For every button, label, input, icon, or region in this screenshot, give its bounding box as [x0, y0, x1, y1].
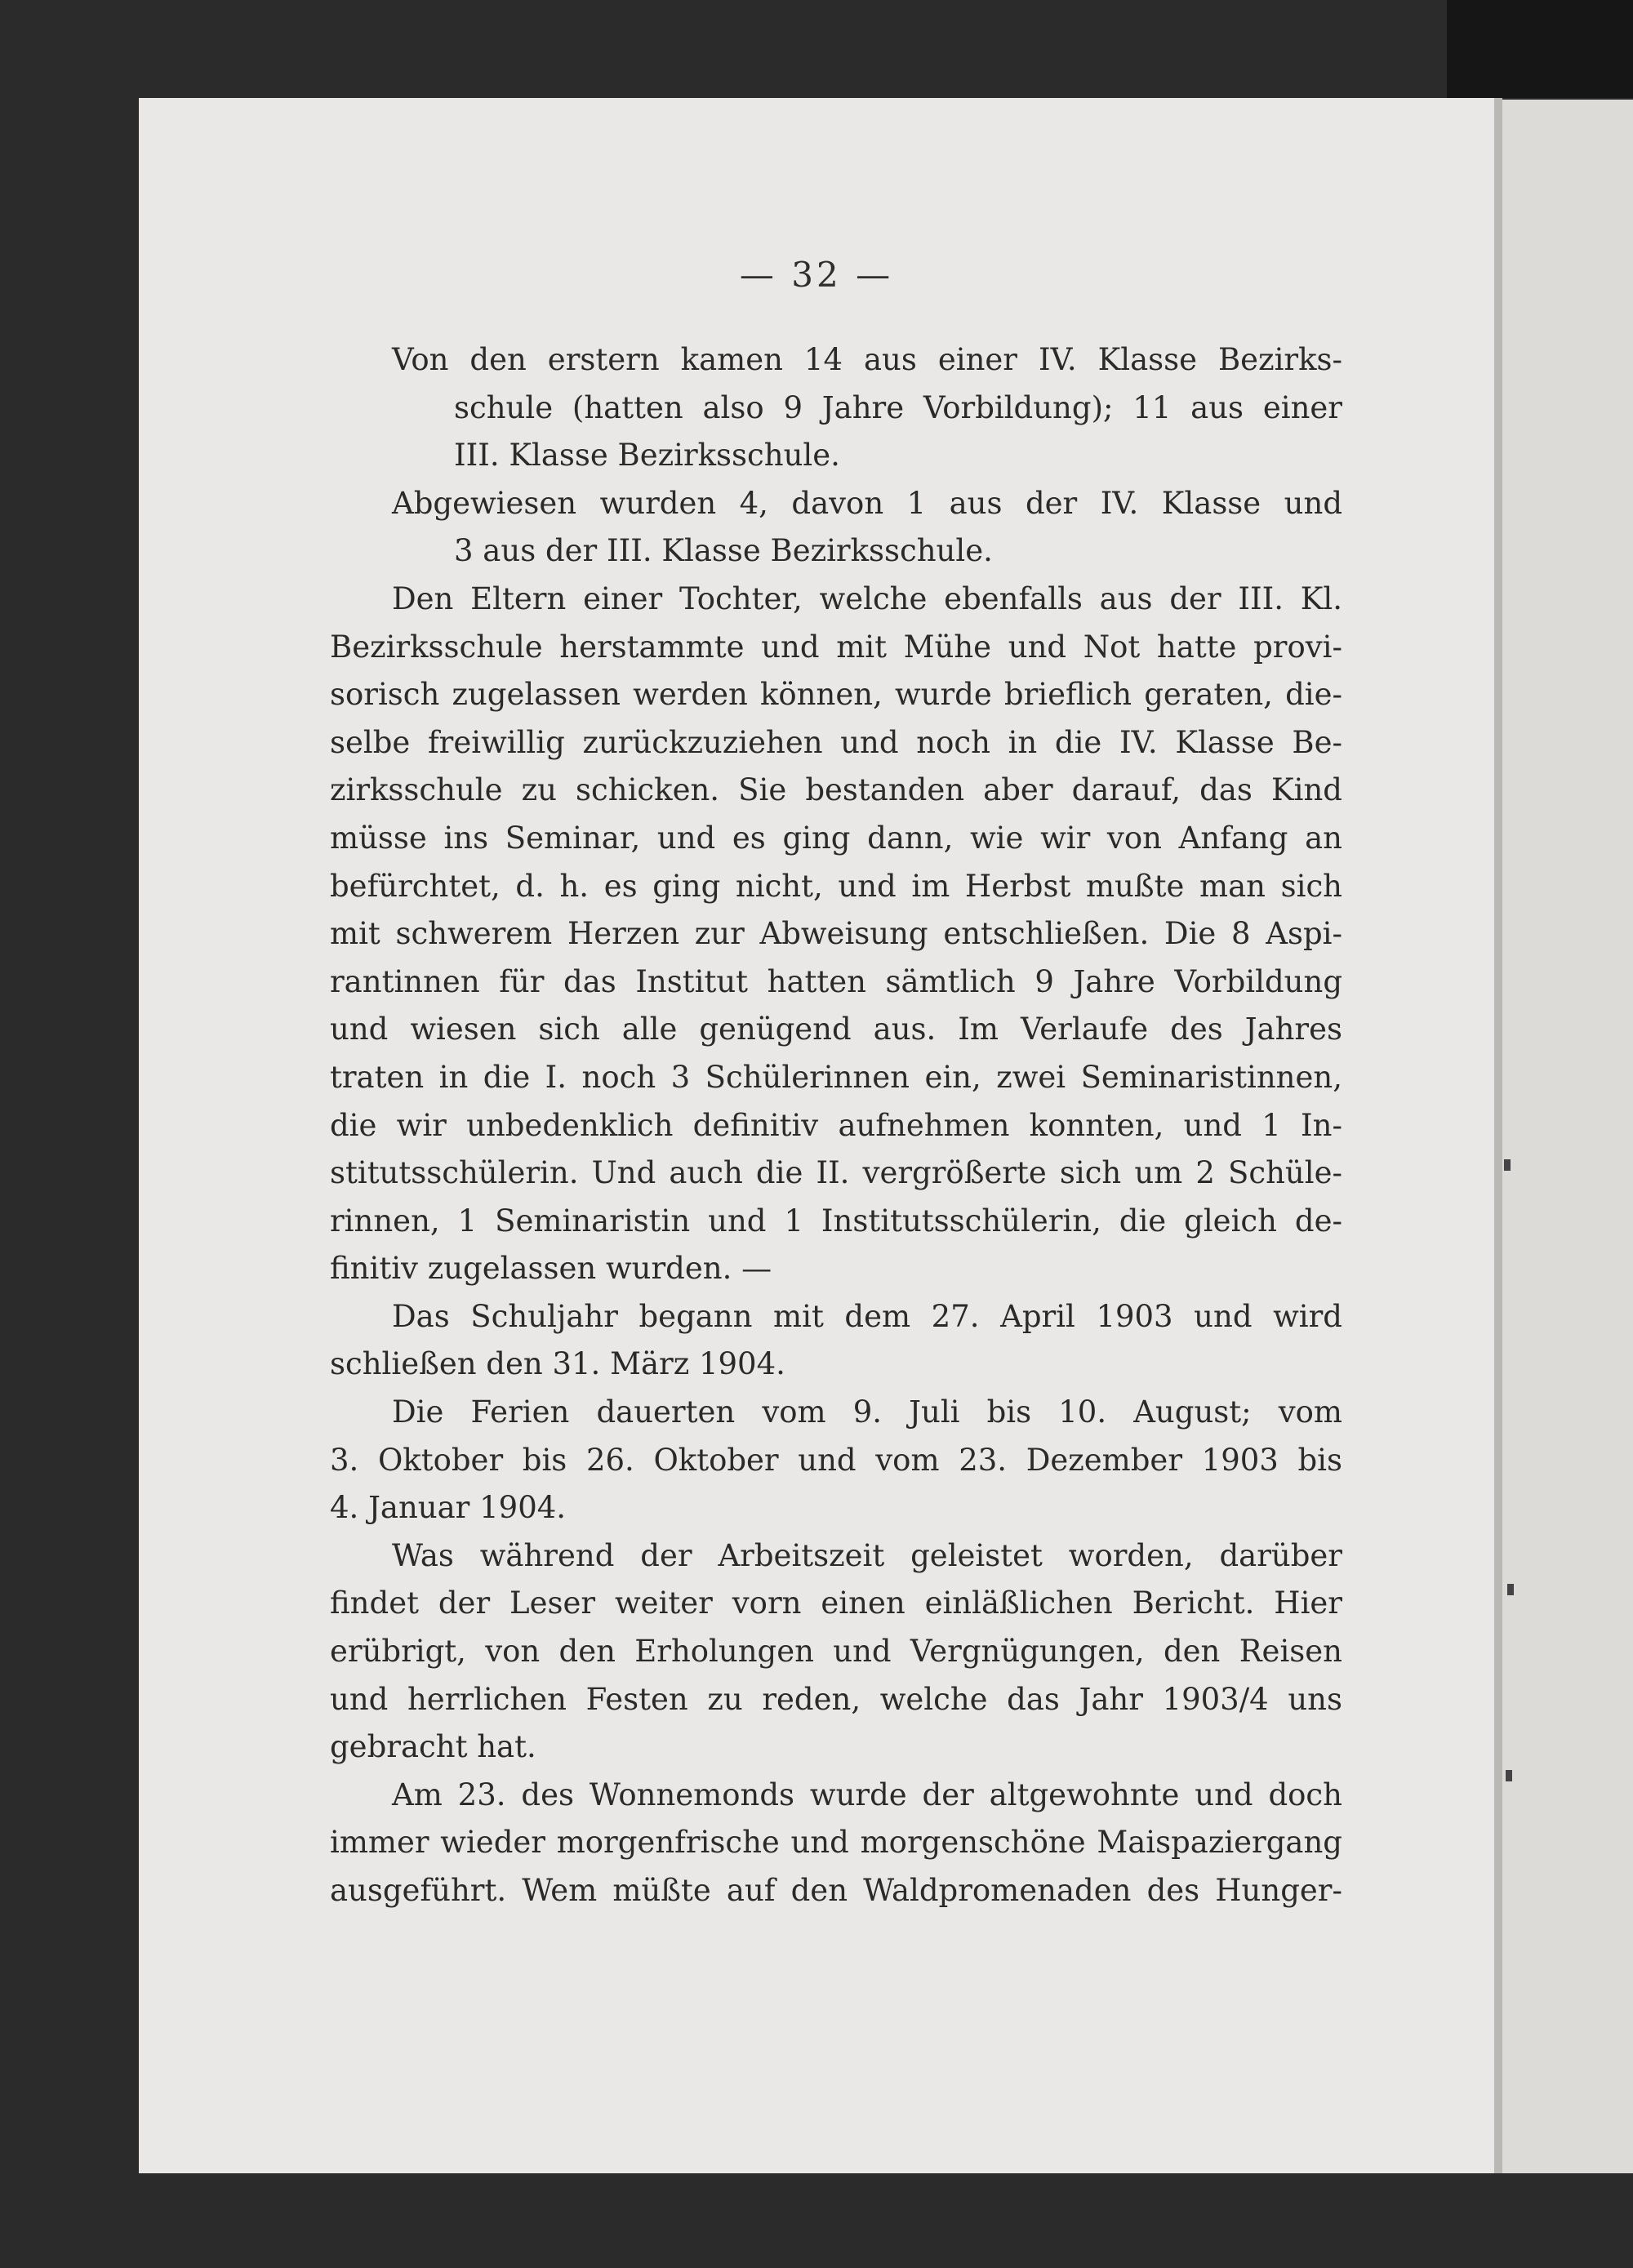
text-line: erübrigt, von den Erholungen und Vergnügungen, den Reisen [330, 1634, 1342, 1670]
text-line: zirksschule zu schicken. Sie bestanden aber darauf, das Kind [330, 772, 1342, 808]
body-text [330, 336, 1342, 1915]
text-line: mit schwerem Herzen zur Abweisung entschließen. Die 8 Aspi- [330, 916, 1342, 952]
text-line: Die Ferien dauerten vom 9. Juli bis 10. August; vom [392, 1394, 1342, 1430]
text-line: III. Klasse Bezirksschule. [454, 438, 840, 474]
margin-mark [1506, 1770, 1512, 1781]
text-line: Abgewiesen wurden 4, davon 1 aus der IV. Klasse und [392, 485, 1342, 521]
text-line: rantinnen für das Institut hatten sämtlich 9 Jahre Vorbildung [330, 963, 1342, 999]
text-line: Das Schuljahr begann mit dem 27. April 1903 und wird [392, 1298, 1342, 1334]
margin-mark [1507, 1584, 1514, 1595]
text-line: traten in die I. noch 3 Schülerinnen ein, zwei Seminaristinnen, [330, 1059, 1342, 1095]
text-line: müsse ins Seminar, und es ging dann, wie wir von Anfang an [330, 820, 1342, 856]
facing-page-edge [1501, 100, 1633, 2173]
text-line: gebracht hat. [330, 1729, 536, 1765]
text-line: rinnen, 1 Seminaristin und 1 Institutsschülerin, die gleich de- [330, 1203, 1342, 1239]
text-line: finitiv zugelassen wurden. — [330, 1251, 772, 1287]
text-line: findet der Leser weiter vorn einen einläßlichen Bericht. Hier [330, 1585, 1342, 1621]
page-number: — 32 — [739, 255, 894, 295]
text-line: die wir unbedenklich definitiv aufnehmen konnten, und 1 In- [330, 1107, 1342, 1143]
text-line: und herrlichen Festen zu reden, welche das Jahr 1903/4 uns [330, 1681, 1342, 1717]
text-line: Von den erstern kamen 14 aus einer IV. Klasse Bezirks- [392, 342, 1342, 377]
text-line: stitutsschülerin. Und auch die II. vergrößerte sich um 2 Schüle- [330, 1155, 1342, 1191]
text-line: schule (hatten also 9 Jahre Vorbildung); 11 aus einer [454, 389, 1342, 425]
scanner-shadow [1447, 0, 1633, 98]
text-line: Am 23. des Wonnemonds wurde der altgewohnte und doch [392, 1777, 1342, 1812]
text-line: ausgeführt. Wem müßte auf den Waldpromenaden des Hunger- [330, 1873, 1342, 1908]
text-line: 4. Januar 1904. [330, 1490, 567, 1526]
text-line: 3. Oktober bis 26. Oktober und vom 23. Dezember 1903 bis [330, 1442, 1342, 1478]
margin-mark [1504, 1159, 1511, 1171]
text-line: selbe freiwillig zurückzuziehen und noch in die IV. Klasse Be- [330, 724, 1342, 760]
text-line: Bezirksschule herstammte und mit Mühe und Not hatte provi- [330, 629, 1342, 665]
text-line: befürchtet, d. h. es ging nicht, und im Herbst mußte man sich [330, 868, 1342, 904]
text-line: Den Eltern einer Tochter, welche ebenfalls aus der III. Kl. [392, 580, 1342, 616]
text-line: immer wieder morgenfrische und morgenschöne Maispaziergang [330, 1825, 1342, 1861]
text-line: sorisch zugelassen werden können, wurde brieflich geraten, die- [330, 677, 1342, 713]
text-line: schließen den 31. März 1904. [330, 1346, 785, 1382]
text-line: und wiesen sich alle genügend aus. Im Verlaufe des Jahres [330, 1012, 1342, 1047]
text-line: 3 aus der III. Klasse Bezirksschule. [454, 533, 993, 569]
text-line: Was während der Arbeitszeit geleistet worden, darüber [392, 1537, 1342, 1573]
